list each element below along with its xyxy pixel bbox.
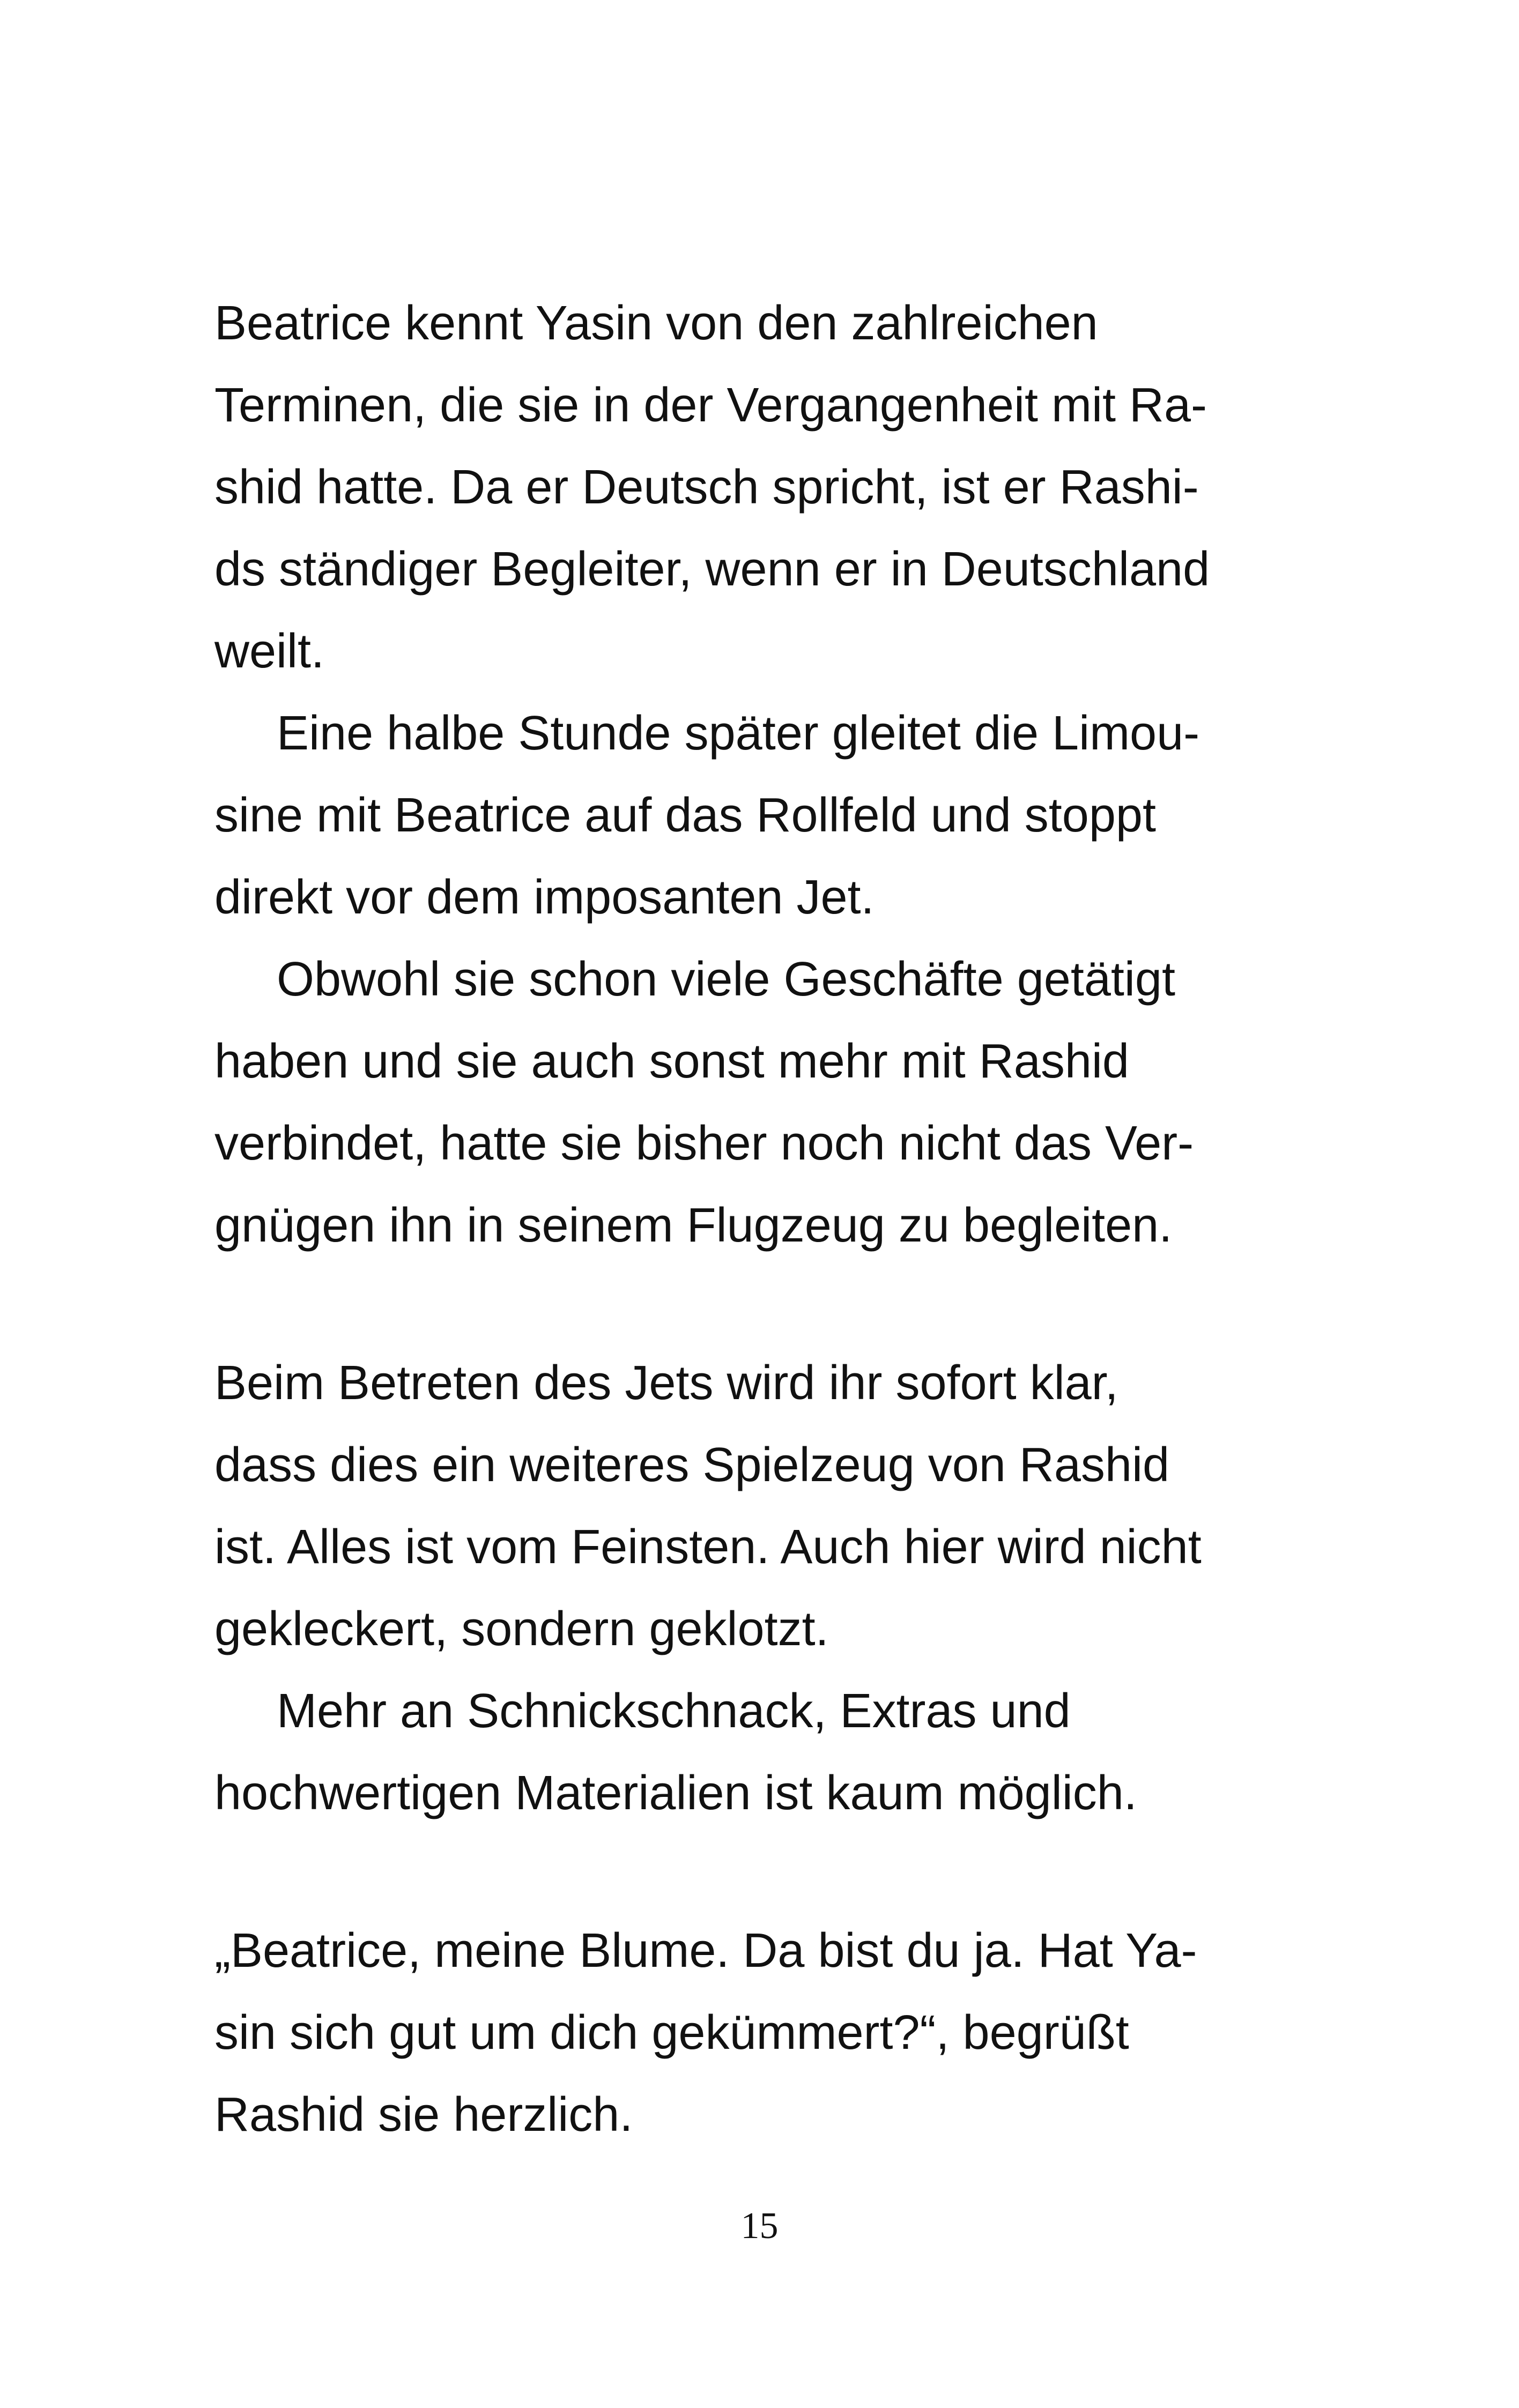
text-line: sine mit Beatrice auf das Rollfeld und stoppt [214,789,1156,842]
text-line: sin sich gut um dich gekümmert?“, begrüßt [214,2006,1129,2060]
text-line: ist. Alles ist vom Feinsten. Auch hier wird nicht [214,1520,1202,1574]
text-line: shid hatte. Da er Deutsch spricht, ist er Rashi- [214,460,1199,514]
text-line: Terminen, die sie in der Vergangenheit mit Ra- [214,378,1207,432]
text-line: verbindet, hatte sie bisher noch nicht das Ver- [214,1117,1194,1170]
text-line: Mehr an Schnickschnack, Extras und [277,1684,1071,1738]
text-line: hochwertigen Materialien ist kaum möglich. [214,1766,1137,1820]
page-number: 15 [740,2205,779,2247]
text-line: Beim Betreten des Jets wird ihr sofort klar, [214,1356,1118,1410]
text-line: gekleckert, sondern geklotzt. [214,1602,829,1656]
text-line: dass dies ein weiteres Spielzeug von Rashid [214,1438,1170,1492]
text-line: Obwohl sie schon viele Geschäfte getätigt [277,953,1175,1006]
text-line: haben und sie auch sonst mehr mit Rashid [214,1035,1129,1088]
text-line: Rashid sie herzlich. [214,2088,633,2142]
text-line: „Beatrice, meine Blume. Da bist du ja. Hat Ya- [214,1924,1197,1978]
text-line: Beatrice kennt Yasin von den zahlreichen [214,296,1098,350]
text-line: direkt vor dem imposanten Jet. [214,871,875,924]
text-line: gnügen ihn in seinem Flugzeug zu begleiten. [214,1199,1173,1252]
text-line: weilt. [214,625,325,678]
text-line: ds ständiger Begleiter, wenn er in Deutschland [214,542,1210,596]
text-line: Eine halbe Stunde später gleitet die Limou- [277,707,1200,760]
